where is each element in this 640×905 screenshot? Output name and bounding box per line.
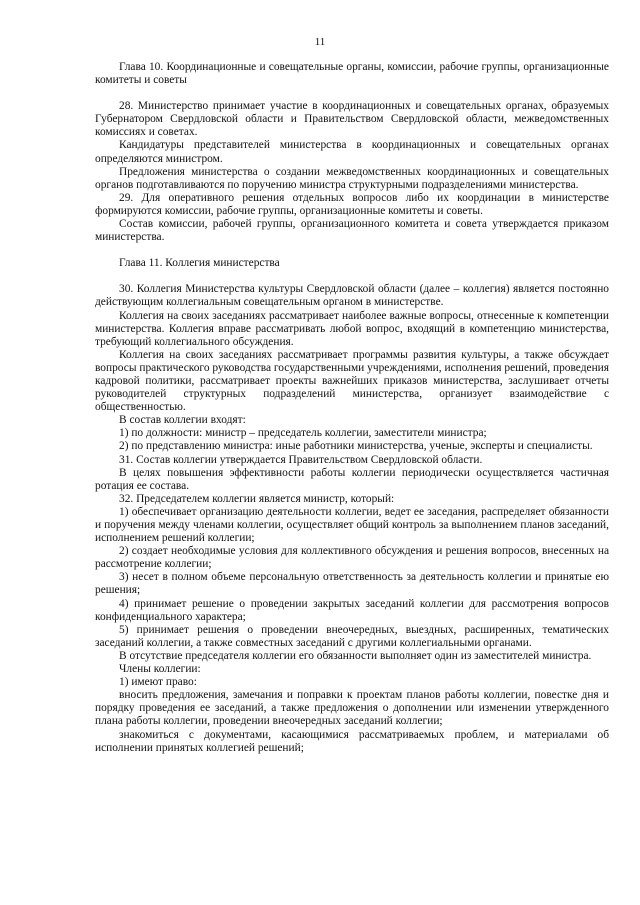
paragraph: 32. Председателем коллегии является министр, который: (119, 492, 395, 505)
page-number: 11 (314, 36, 326, 48)
document-body (95, 61, 609, 755)
paragraph: знакомиться с документами, касающимися рассматриваемых проблем, и материалами об исполнении принятых коллегией решений; (95, 728, 609, 754)
chapter-10-heading: Глава 10. Координационные и совещательные органы, комиссии, рабочие группы, организационные комитеты и советы (95, 61, 609, 87)
paragraph: 4) принимает решение о проведении закрытых заседаний коллегии для рассмотрения вопросов конфиденциального характера; (95, 597, 609, 623)
paragraph: Состав комиссии, рабочей группы, организационного комитета и совета утверждается приказом министерства. (95, 218, 609, 244)
paragraph: 31. Состав коллегии утверждается Правительством Свердловской области. (119, 453, 483, 466)
paragraph: В состав коллегии входят: (119, 414, 246, 427)
paragraph: 3) несет в полном объеме персональную ответственность за деятельность коллегии и принятые ею решения; (95, 571, 609, 597)
paragraph: Кандидатуры представителей министерства в координационных и совещательных органах определяются министром. (95, 139, 609, 165)
paragraph: Коллегия на своих заседаниях рассматривает наиболее важные вопросы, отнесенные к компетенции министерства. Коллегия вправе рассматривать любой вопрос, входящий в компетенцию министерства, требующий коллегиального обсуждения. (95, 309, 609, 348)
spacer (95, 244, 609, 257)
paragraph: 1) по должности: министр – председатель коллегии, заместители министра; (119, 427, 487, 440)
paragraph: 1) обеспечивает организацию деятельности коллегии, ведет ее заседания, распределяет обязанности и поручения между членами коллегии, осуществляет общий контроль за выполнением планов заседаний, исполнением решений коллегии; (95, 505, 609, 545)
paragraph: 1) имеют право: (119, 676, 197, 689)
paragraph: В отсутствие председателя коллегии его обязанности выполняет один из заместителей министра. (119, 649, 592, 662)
paragraph: 5) принимает решения о проведении внеочередных, выездных, расширенных, тематических заседаний коллегии, а также совместных заседаний с другими коллегиальными органами. (95, 623, 609, 649)
spacer (95, 270, 609, 283)
paragraph: вносить предложения, замечания и поправки к проектам планов работы коллегии, повестке дня и порядку проведения ее заседаний, а также предложения о дополнении или изменении утвержденного плана работы коллегии, проведении внеочередных заседаний коллегии; (95, 689, 609, 728)
paragraph: 2) создает необходимые условия для коллективного обсуждения и решения вопросов, внесенных на рассмотрение коллегии; (95, 545, 609, 571)
paragraph: Коллегия на своих заседаниях рассматривает программы развития культуры, а также обсуждает вопросы практического руководства государственными учреждениями, исполнения решений, проведения кадровой политики, рассматривает проекты важнейших приказов министерства, заслушивает отчеты руководителей структурных подразделений министерства, организует взаимодействие с общественностью. (95, 348, 609, 414)
paragraph: Члены коллегии: (119, 663, 201, 676)
paragraph: 28. Министерство принимает участие в координационных и совещательных органах, образуемых Губернатором Свердловской области и Правительством Свердловской области, межведомственных комиссиях и советах. (95, 100, 609, 139)
paragraph: В целях повышения эффективности работы коллегии периодически осуществляется частичная ротация ее состава. (95, 466, 609, 492)
paragraph: Предложения министерства о создании межведомственных координационных и совещательных органов подготавливаются по поручению министра структурными подразделениями министерства. (95, 165, 609, 191)
paragraph: 30. Коллегия Министерства культуры Свердловской области (далее – коллегия) является постоянно действующим коллегиальным совещательным органом в министерстве. (95, 283, 609, 309)
spacer (95, 87, 609, 100)
paragraph: 2) по представлению министра: иные работники министерства, ученые, эксперты и специалисты. (119, 440, 593, 453)
paragraph: 29. Для оперативного решения отдельных вопросов либо их координации в министерстве формируются комиссии, рабочие группы, организационные комитеты и советы. (95, 191, 609, 217)
chapter-11-heading: Глава 11. Коллегия министерства (119, 257, 280, 270)
